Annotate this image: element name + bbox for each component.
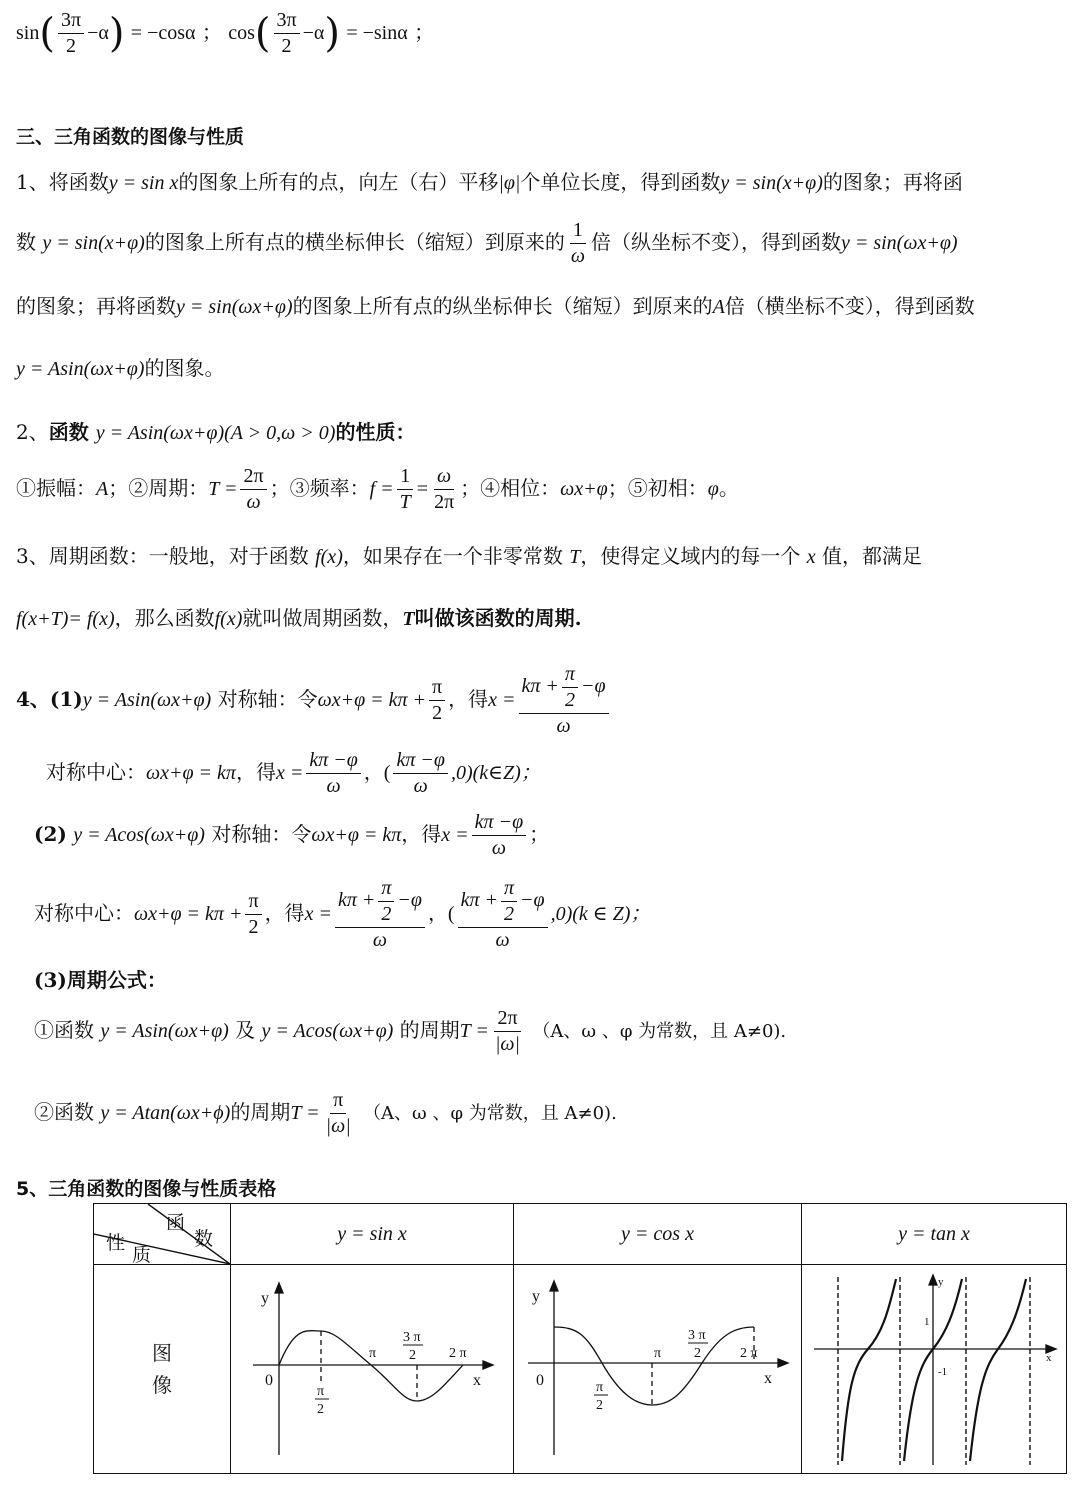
svg-text:2: 2 <box>409 1348 416 1363</box>
item1-line2: 数 y = sin(x+φ)的图象上所有点的横坐标伸长（缩短）到原来的 $\frac{1}{\omega}$ 倍（纵坐标不变），得到函数y = sin(ωx+φ) <box>16 219 958 267</box>
tan-graph-cell <box>802 1265 1067 1474</box>
tan-graph <box>802 1265 1066 1473</box>
svg-text:π: π <box>596 1380 604 1395</box>
item4-line3: (2) y = Acos(ωx+φ) 对称轴：令ωx+φ = kπ，得x = $\frac{k\pi -\varphi}{\omega}$ ； <box>34 811 550 859</box>
item4-line1: 4、(1)y = Asin(ωx+φ) 对称轴：令ωx+φ = kπ + $\frac{\pi}{2}$ ，得x = kπ + $\frac{\pi}{2}$ −φ ω <box>16 664 612 737</box>
svg-text:y: y <box>532 1288 540 1305</box>
fraction: $\frac{3\pi}{2}$ <box>274 10 300 57</box>
col-header-tan: y = tan x <box>802 1204 1067 1265</box>
svg-text:3 π: 3 π <box>688 1328 706 1343</box>
svg-text:-1: -1 <box>938 1366 948 1378</box>
sin-func: sin <box>16 22 40 44</box>
svg-text:2 π: 2 π <box>449 1346 467 1361</box>
svg-text:y: y <box>261 1290 269 1307</box>
item4-line4: 对称中心：ωx+φ = kπ + $\frac{\pi}{2}$ ，得x = kπ + $\frac{\pi}{2}$ −φ ω ，( kπ + $\frac{\pi}{2}$ −φ ω ,0)(k ∈ Z)； <box>34 877 651 951</box>
fraction: $\frac{3\pi}{2}$ <box>58 10 84 57</box>
item5-heading: 5、三角函数的图像与性质表格 <box>16 1178 277 1200</box>
cos-graph-cell <box>514 1265 802 1474</box>
item4-line5: (3)周期公式： <box>34 968 167 992</box>
svg-text:2 π: 2 π <box>740 1346 758 1361</box>
svg-text:x: x <box>1046 1352 1052 1364</box>
corner-cell: 函 数 性 质 <box>94 1204 231 1265</box>
row-label-graph: 图 像 <box>94 1265 231 1474</box>
svg-text:3 π: 3 π <box>403 1330 421 1345</box>
col-header-sin: y = sin x <box>231 1204 514 1265</box>
svg-text:2: 2 <box>317 1402 324 1417</box>
sin-graph <box>231 1265 513 1473</box>
cos-func: cos <box>228 22 255 44</box>
cos-graph <box>514 1265 801 1473</box>
item3-line2: f(x+T)= f(x)，那么函数f(x)就叫做周期函数，T叫做该函数的周期. <box>16 606 582 630</box>
sin-graph-cell <box>231 1265 514 1474</box>
svg-text:0: 0 <box>265 1372 273 1389</box>
svg-text:π: π <box>317 1384 325 1399</box>
section-heading: 三、三角函数的图像与性质 <box>16 126 245 148</box>
svg-text:x: x <box>473 1372 481 1389</box>
col-header-cos: y = cos x <box>514 1204 802 1265</box>
item1-line3: 的图象；再将函数y = sin(ωx+φ)的图象上所有点的纵坐标伸长（缩短）到原来的A倍（横坐标不变），得到函数 <box>16 294 975 318</box>
svg-text:0: 0 <box>536 1372 544 1389</box>
item3-line1: 3、周期函数：一般地，对于函数 f(x)，如果存在一个非零常数 T，使得定义域内的每一个 x 值，都满足 <box>16 544 922 568</box>
item4-line7: ②函数 y = Atan(ωx+ϕ)的周期T = $\frac{\pi}{|\omega|}$ （A、ω 、φ 为常数，且 A≠0). <box>34 1089 617 1137</box>
item4-line6: ①函数 y = Asin(ωx+φ) 及 y = Acos(ωx+φ) 的周期T = $\frac{2\pi}{|\omega|}$ （A、ω 、φ 为常数，且 A≠0). <box>34 1007 787 1055</box>
svg-text:y: y <box>938 1276 944 1288</box>
svg-text:π: π <box>654 1346 662 1361</box>
identities-line: sin( $\frac{3\pi}{2}$ −α) = −cosα ； cos( $\frac{3\pi}{2}$ −α) = −sinα ； <box>16 9 435 57</box>
svg-text:2: 2 <box>694 1346 701 1361</box>
svg-text:π: π <box>369 1346 377 1361</box>
item2-title: 2、函数 y = Asin(ωx+φ)(A > 0,ω > 0)的性质： <box>16 420 416 444</box>
item4-line2: 对称中心：ωx+φ = kπ，得x = $\frac{k\pi -\varphi}{\omega}$ ，( $\frac{k\pi -\varphi}{\omega}$ ,0)(k∈Z)； <box>46 749 541 797</box>
properties-table <box>93 1203 1067 1474</box>
item2-properties: ①振幅：A；②周期：T = $\frac{2\pi}{\omega}$ ；③频率：f = $\frac{1}{T}$ = $\frac{\omega}{2\pi}$ ；④相位：ωx+φ；⑤初相：φ。 <box>16 465 739 513</box>
item1-line1: 1、将函数y = sin x的图象上所有的点，向左（右）平移|φ|个单位长度，得到函数y = sin(x+φ)的图象；再将函 <box>16 170 963 194</box>
item1-line4: y = Asin(ωx+φ)的图象。 <box>16 356 225 380</box>
svg-text:2: 2 <box>596 1398 603 1413</box>
svg-text:x: x <box>764 1370 772 1387</box>
svg-text:1: 1 <box>924 1316 930 1328</box>
